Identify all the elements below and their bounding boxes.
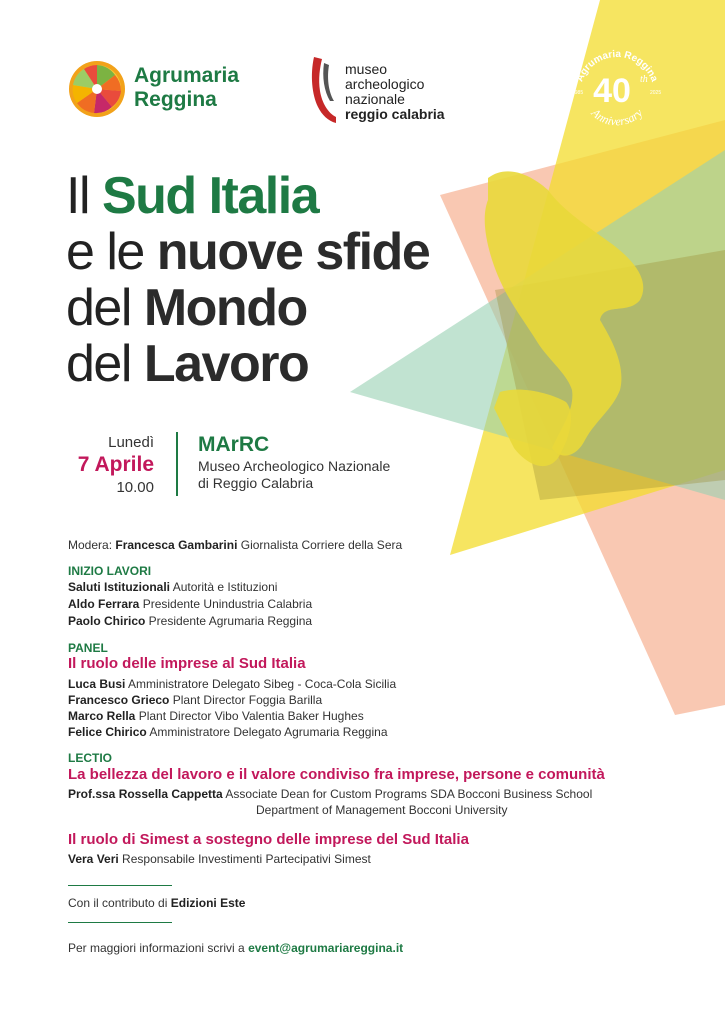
anniversary-year-end: 2025 [650, 90, 662, 96]
speaker-role: Presidente Unindustria Calabria [139, 597, 313, 611]
speaker-name: Luca Busi [68, 677, 126, 691]
museum-line1: museo [345, 61, 388, 77]
title-line2-a: e le [66, 223, 157, 281]
anniversary-year-start: 1985 [572, 90, 584, 96]
speaker-name: Prof.ssa Rossella Cappetta [68, 787, 223, 801]
anniversary-brand: Agrumaria Reggina [574, 48, 660, 84]
list-item [68, 676, 396, 692]
speaker-name: Marco Rella [68, 709, 136, 723]
title-line4-a: del [66, 335, 144, 393]
anniversary-badge-icon [562, 36, 672, 146]
page-title [66, 168, 429, 392]
title-line1-a: Il [66, 167, 102, 225]
venue-line2: di Reggio Calabria [198, 475, 314, 491]
event-date-value: 7 Aprile [77, 453, 154, 476]
speaker-role: Plant Director Vibo Valentia Baker Hughes [135, 709, 364, 723]
event-venue [198, 432, 390, 492]
venue-short: MArRC [198, 433, 270, 456]
speaker-role: Amministratore Delegato Agrumaria Reggina [146, 725, 388, 739]
agrumaria-line2: Reggina [134, 88, 217, 111]
speaker-role: Amministratore Delegato Sibeg - Coca-Cola Sicilia [125, 677, 397, 691]
speaker-role: Autorità e Istituzioni [170, 580, 278, 594]
section-label-lectio: LECTIO [68, 751, 112, 765]
agrumaria-logo-text [134, 64, 239, 112]
speaker-name: Paolo Chirico [68, 614, 146, 628]
section-label-panel: PANEL [68, 641, 108, 655]
list-item [68, 724, 388, 740]
panel-topic: Il ruolo delle imprese al Sud Italia [68, 655, 306, 672]
moderator-name: Francesca Gambarini [115, 538, 238, 552]
moderator-line [68, 537, 402, 553]
anniversary-word: Anniversary [588, 105, 646, 129]
contrib-name: Edizioni Este [170, 896, 246, 910]
divider [68, 922, 172, 923]
speaker-role: Plant Director Foggia Barilla [169, 693, 323, 707]
title-line1-b: Sud Italia [101, 167, 319, 225]
museum-line3: nazionale [345, 91, 405, 107]
anniversary-suffix: th [640, 74, 648, 85]
museum-logo-icon [308, 55, 340, 125]
title-line4-b: Lavoro [143, 335, 309, 393]
speaker-name: Saluti Istituzionali [68, 580, 171, 594]
museum-line2: archeologico [345, 76, 425, 92]
speaker-name: Felice Chirico [68, 725, 147, 739]
contact-prefix: Per maggiori informazioni scrivi a [68, 941, 249, 955]
contact-line [68, 940, 403, 956]
event-date [40, 433, 154, 497]
title-line3-a: del [66, 279, 144, 337]
event-day: Lunedì [108, 434, 154, 451]
divider [68, 885, 172, 886]
moderator-prefix: Modera: [68, 538, 116, 552]
event-time: 10.00 [116, 479, 154, 496]
list-item [68, 579, 277, 595]
speaker-role: Presidente Agrumaria Reggina [145, 614, 313, 628]
venue-line1: Museo Archeologico Nazionale [198, 458, 391, 474]
simest-topic: Il ruolo di Simest a sostegno delle imprese del Sud Italia [68, 831, 469, 848]
title-line2-b: nuove sfide [156, 223, 430, 281]
contribution-line [68, 895, 245, 911]
title-line3-b: Mondo [143, 279, 307, 337]
date-venue-divider [176, 432, 178, 496]
lectio-topic: La bellezza del lavoro e il valore condiviso fra imprese, persone e comunità [68, 766, 605, 783]
speaker-role: Responsabile Investimenti Partecipativi Simest [118, 852, 371, 866]
speaker-name: Aldo Ferrara [68, 597, 140, 611]
speaker-name: Francesco Grieco [68, 693, 170, 707]
lectio-speaker-line [68, 786, 592, 802]
list-item [68, 613, 312, 629]
museum-line4: reggio calabria [345, 106, 445, 122]
agrumaria-line1: Agrumaria [134, 64, 240, 87]
list-item [68, 692, 322, 708]
speaker-name: Vera Veri [68, 852, 119, 866]
list-item [68, 708, 364, 724]
moderator-role: Giornalista Corriere della Sera [237, 538, 403, 552]
speaker-role-line2: Department of Management Bocconi University [256, 803, 508, 817]
speaker-role: Associate Dean for Custom Programs SDA Bocconi Business School [222, 787, 593, 801]
agrumaria-logo-icon [68, 60, 126, 118]
museum-logo-text [345, 62, 445, 122]
simest-speaker-line [68, 851, 371, 867]
contact-email-link[interactable]: event@agrumariareggina.it [248, 941, 404, 955]
contrib-prefix: Con il contributo di [68, 896, 171, 910]
list-item [68, 596, 312, 612]
section-label-opening: INIZIO LAVORI [68, 564, 152, 578]
anniversary-number: 40 [593, 72, 631, 110]
